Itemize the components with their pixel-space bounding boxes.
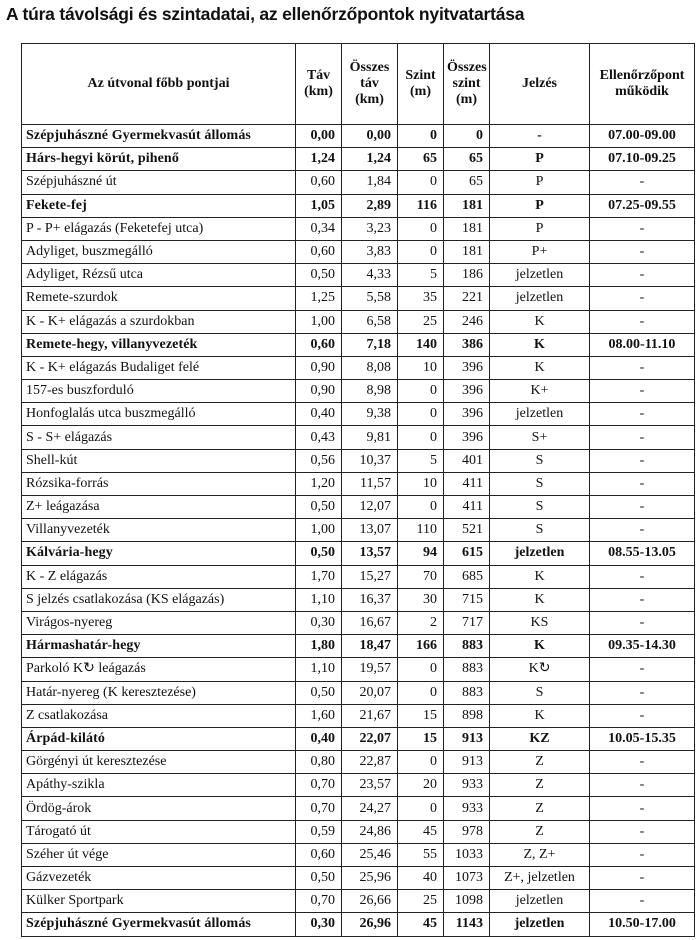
mark-cell: Z+, jelzetlen xyxy=(490,867,590,890)
elev-cell: 30 xyxy=(398,588,444,611)
checkpoint-cell: - xyxy=(590,472,695,495)
mark-cell: K↻ xyxy=(490,658,590,681)
dist-cell: 0,40 xyxy=(296,403,342,426)
checkpoint-cell: - xyxy=(590,264,695,287)
dist-cell: 1,05 xyxy=(296,194,342,217)
dist-cell: 0,70 xyxy=(296,774,342,797)
point-cell: Határ-nyereg (K keresztezése) xyxy=(22,681,296,704)
elev-cell: 55 xyxy=(398,843,444,866)
elev-cell: 10 xyxy=(398,472,444,495)
total-dist-cell: 26,66 xyxy=(342,890,398,913)
total-dist-cell: 20,07 xyxy=(342,681,398,704)
header-checkpoint: Ellenőrzőpont működik xyxy=(590,44,695,125)
dist-cell: 0,59 xyxy=(296,820,342,843)
table-row xyxy=(22,240,695,263)
table-row xyxy=(22,611,695,634)
dist-cell: 0,40 xyxy=(296,727,342,750)
total-elev-cell: 933 xyxy=(444,774,490,797)
total-elev-cell: 978 xyxy=(444,820,490,843)
mark-cell: K xyxy=(490,356,590,379)
total-dist-cell: 15,27 xyxy=(342,565,398,588)
checkpoint-cell: - xyxy=(590,867,695,890)
point-cell: Ördög-árok xyxy=(22,797,296,820)
total-dist-cell: 3,23 xyxy=(342,217,398,240)
table-row xyxy=(22,287,695,310)
table-row xyxy=(22,588,695,611)
total-elev-cell: 0 xyxy=(444,125,490,148)
total-elev-cell: 396 xyxy=(444,426,490,449)
mark-cell: S xyxy=(490,472,590,495)
dist-cell: 0,00 xyxy=(296,125,342,148)
checkpoint-cell: - xyxy=(590,240,695,263)
elev-cell: 0 xyxy=(398,125,444,148)
dist-cell: 0,30 xyxy=(296,913,342,936)
dist-cell: 0,60 xyxy=(296,333,342,356)
mark-cell: Z xyxy=(490,820,590,843)
total-elev-cell: 913 xyxy=(444,751,490,774)
dist-cell: 1,25 xyxy=(296,287,342,310)
elev-cell: 116 xyxy=(398,194,444,217)
total-dist-cell: 23,57 xyxy=(342,774,398,797)
total-elev-cell: 883 xyxy=(444,681,490,704)
elev-cell: 0 xyxy=(398,380,444,403)
elev-cell: 45 xyxy=(398,913,444,936)
table-row xyxy=(22,472,695,495)
checkpoint-cell: 08.00-11.10 xyxy=(590,333,695,356)
mark-cell: S xyxy=(490,681,590,704)
table-row xyxy=(22,890,695,913)
header-mark: Jelzés xyxy=(490,44,590,125)
checkpoint-cell: - xyxy=(590,658,695,681)
table-row xyxy=(22,658,695,681)
page-title: A túra távolsági és szintadatai, az ellenőrzőpontok nyitvatartása xyxy=(6,4,525,24)
dist-cell: 0,56 xyxy=(296,449,342,472)
total-elev-cell: 898 xyxy=(444,704,490,727)
checkpoint-cell: - xyxy=(590,403,695,426)
point-cell: Rózsika-forrás xyxy=(22,472,296,495)
total-dist-cell: 11,57 xyxy=(342,472,398,495)
elev-cell: 35 xyxy=(398,287,444,310)
total-dist-cell: 8,08 xyxy=(342,356,398,379)
point-cell: K - Z elágazás xyxy=(22,565,296,588)
point-cell: Parkoló K↻ leágazás xyxy=(22,658,296,681)
total-dist-cell: 19,57 xyxy=(342,658,398,681)
point-cell: Adyliget, buszmegálló xyxy=(22,240,296,263)
point-cell: Virágos-nyereg xyxy=(22,611,296,634)
total-dist-cell: 25,96 xyxy=(342,867,398,890)
dist-cell: 0,43 xyxy=(296,426,342,449)
dist-cell: 0,34 xyxy=(296,217,342,240)
table-row xyxy=(22,403,695,426)
total-dist-cell: 9,38 xyxy=(342,403,398,426)
total-dist-cell: 13,57 xyxy=(342,542,398,565)
elev-cell: 15 xyxy=(398,727,444,750)
elev-cell: 140 xyxy=(398,333,444,356)
table-row xyxy=(22,704,695,727)
table-row xyxy=(22,426,695,449)
elev-cell: 0 xyxy=(398,797,444,820)
mark-cell: jelzetlen xyxy=(490,287,590,310)
checkpoint-cell: 10.50-17.00 xyxy=(590,913,695,936)
dist-cell: 0,80 xyxy=(296,751,342,774)
point-cell: S - S+ elágazás xyxy=(22,426,296,449)
total-elev-cell: 401 xyxy=(444,449,490,472)
total-elev-cell: 181 xyxy=(444,194,490,217)
elev-cell: 65 xyxy=(398,148,444,171)
dist-cell: 1,24 xyxy=(296,148,342,171)
total-dist-cell: 16,37 xyxy=(342,588,398,611)
checkpoint-cell: - xyxy=(590,611,695,634)
elev-cell: 70 xyxy=(398,565,444,588)
total-elev-cell: 717 xyxy=(444,611,490,634)
point-cell: Hármashatár-hegy xyxy=(22,635,296,658)
dist-cell: 0,90 xyxy=(296,356,342,379)
checkpoint-cell: - xyxy=(590,588,695,611)
mark-cell: jelzetlen xyxy=(490,542,590,565)
table-row xyxy=(22,797,695,820)
mark-cell: K xyxy=(490,588,590,611)
dist-cell: 0,60 xyxy=(296,843,342,866)
table-row xyxy=(22,148,695,171)
total-dist-cell: 9,81 xyxy=(342,426,398,449)
total-dist-cell: 8,98 xyxy=(342,380,398,403)
total-elev-cell: 883 xyxy=(444,658,490,681)
dist-cell: 0,30 xyxy=(296,611,342,634)
elev-cell: 94 xyxy=(398,542,444,565)
point-cell: Adyliget, Rézsű utca xyxy=(22,264,296,287)
checkpoint-cell: - xyxy=(590,426,695,449)
point-cell: Apáthy-szikla xyxy=(22,774,296,797)
table-row xyxy=(22,681,695,704)
elev-cell: 0 xyxy=(398,171,444,194)
elev-cell: 25 xyxy=(398,310,444,333)
total-elev-cell: 913 xyxy=(444,727,490,750)
point-cell: K - K+ elágazás Budaliget felé xyxy=(22,356,296,379)
total-dist-cell: 1,24 xyxy=(342,148,398,171)
total-elev-cell: 1073 xyxy=(444,867,490,890)
point-cell: Z csatlakozása xyxy=(22,704,296,727)
point-cell: Honfoglalás utca buszmegálló xyxy=(22,403,296,426)
total-dist-cell: 22,07 xyxy=(342,727,398,750)
point-cell: Árpád-kilátó xyxy=(22,727,296,750)
elev-cell: 20 xyxy=(398,774,444,797)
mark-cell: P+ xyxy=(490,240,590,263)
mark-cell: S xyxy=(490,449,590,472)
table-row xyxy=(22,496,695,519)
elev-cell: 166 xyxy=(398,635,444,658)
dist-cell: 0,60 xyxy=(296,171,342,194)
point-cell: Tárogató út xyxy=(22,820,296,843)
total-dist-cell: 22,87 xyxy=(342,751,398,774)
point-cell: Széher út vége xyxy=(22,843,296,866)
dist-cell: 0,70 xyxy=(296,890,342,913)
total-elev-cell: 221 xyxy=(444,287,490,310)
mark-cell: P xyxy=(490,194,590,217)
table-row xyxy=(22,194,695,217)
point-cell: 157-es buszforduló xyxy=(22,380,296,403)
total-elev-cell: 386 xyxy=(444,333,490,356)
elev-cell: 10 xyxy=(398,356,444,379)
checkpoint-cell: - xyxy=(590,171,695,194)
point-cell: Gázvezeték xyxy=(22,867,296,890)
mark-cell: S xyxy=(490,519,590,542)
elev-cell: 0 xyxy=(398,240,444,263)
table-row xyxy=(22,913,695,936)
total-dist-cell: 10,37 xyxy=(342,449,398,472)
table-row xyxy=(22,264,695,287)
mark-cell: K xyxy=(490,635,590,658)
total-elev-cell: 181 xyxy=(444,240,490,263)
total-elev-cell: 933 xyxy=(444,797,490,820)
mark-cell: K xyxy=(490,310,590,333)
total-dist-cell: 24,86 xyxy=(342,820,398,843)
point-cell: Villanyvezeték xyxy=(22,519,296,542)
table-row xyxy=(22,542,695,565)
dist-cell: 1,80 xyxy=(296,635,342,658)
point-cell: Fekete-fej xyxy=(22,194,296,217)
elev-cell: 0 xyxy=(398,426,444,449)
total-elev-cell: 65 xyxy=(444,148,490,171)
checkpoint-cell: 10.05-15.35 xyxy=(590,727,695,750)
checkpoint-cell: - xyxy=(590,774,695,797)
checkpoint-cell: - xyxy=(590,681,695,704)
total-dist-cell: 5,58 xyxy=(342,287,398,310)
mark-cell: Z xyxy=(490,797,590,820)
header-row xyxy=(22,44,695,125)
checkpoint-cell: 09.35-14.30 xyxy=(590,635,695,658)
point-cell: Külker Sportpark xyxy=(22,890,296,913)
table-row xyxy=(22,171,695,194)
total-dist-cell: 1,84 xyxy=(342,171,398,194)
point-cell: Remete-szurdok xyxy=(22,287,296,310)
dist-cell: 0,70 xyxy=(296,797,342,820)
checkpoint-cell: 07.00-09.00 xyxy=(590,125,695,148)
checkpoint-cell: - xyxy=(590,380,695,403)
dist-cell: 1,60 xyxy=(296,704,342,727)
elev-cell: 0 xyxy=(398,403,444,426)
total-dist-cell: 24,27 xyxy=(342,797,398,820)
mark-cell: Z xyxy=(490,774,590,797)
elev-cell: 15 xyxy=(398,704,444,727)
total-elev-cell: 521 xyxy=(444,519,490,542)
dist-cell: 0,90 xyxy=(296,380,342,403)
mark-cell: P xyxy=(490,217,590,240)
mark-cell: jelzetlen xyxy=(490,890,590,913)
dist-cell: 0,50 xyxy=(296,542,342,565)
mark-cell: KZ xyxy=(490,727,590,750)
header-point: Az útvonal főbb pontjai xyxy=(22,44,296,125)
elev-cell: 5 xyxy=(398,449,444,472)
checkpoint-cell: - xyxy=(590,890,695,913)
checkpoint-cell: - xyxy=(590,704,695,727)
table-row xyxy=(22,519,695,542)
elev-cell: 0 xyxy=(398,658,444,681)
point-cell: Szépjuhászné Gyermekvasút állomás xyxy=(22,913,296,936)
total-elev-cell: 186 xyxy=(444,264,490,287)
point-cell: Shell-kút xyxy=(22,449,296,472)
elev-cell: 0 xyxy=(398,217,444,240)
checkpoint-cell: - xyxy=(590,797,695,820)
point-cell: P - P+ elágazás (Feketefej utca) xyxy=(22,217,296,240)
total-elev-cell: 181 xyxy=(444,217,490,240)
total-dist-cell: 6,58 xyxy=(342,310,398,333)
mark-cell: jelzetlen xyxy=(490,913,590,936)
point-cell: Görgényi út keresztezése xyxy=(22,751,296,774)
checkpoint-cell: - xyxy=(590,287,695,310)
table-row xyxy=(22,774,695,797)
elev-cell: 45 xyxy=(398,820,444,843)
total-elev-cell: 685 xyxy=(444,565,490,588)
point-cell: S jelzés csatlakozása (KS elágazás) xyxy=(22,588,296,611)
mark-cell: KS xyxy=(490,611,590,634)
mark-cell: P xyxy=(490,171,590,194)
total-elev-cell: 715 xyxy=(444,588,490,611)
dist-cell: 1,20 xyxy=(296,472,342,495)
checkpoint-cell: - xyxy=(590,496,695,519)
mark-cell: K xyxy=(490,565,590,588)
total-dist-cell: 16,67 xyxy=(342,611,398,634)
checkpoint-cell: - xyxy=(590,449,695,472)
mark-cell: Z xyxy=(490,751,590,774)
table-row xyxy=(22,217,695,240)
point-cell: Z+ leágazása xyxy=(22,496,296,519)
dist-cell: 1,10 xyxy=(296,658,342,681)
total-dist-cell: 7,18 xyxy=(342,333,398,356)
mark-cell: K xyxy=(490,333,590,356)
mark-cell: S xyxy=(490,496,590,519)
elev-cell: 110 xyxy=(398,519,444,542)
total-elev-cell: 246 xyxy=(444,310,490,333)
total-elev-cell: 396 xyxy=(444,356,490,379)
point-cell: K - K+ elágazás a szurdokban xyxy=(22,310,296,333)
checkpoint-cell: - xyxy=(590,356,695,379)
total-elev-cell: 615 xyxy=(444,542,490,565)
point-cell: Remete-hegy, villanyvezeték xyxy=(22,333,296,356)
elev-cell: 0 xyxy=(398,751,444,774)
mark-cell: jelzetlen xyxy=(490,264,590,287)
dist-cell: 1,00 xyxy=(296,310,342,333)
total-dist-cell: 26,96 xyxy=(342,913,398,936)
table-row xyxy=(22,356,695,379)
header-elev: Szint (m) xyxy=(398,44,444,125)
table-row xyxy=(22,125,695,148)
elev-cell: 25 xyxy=(398,890,444,913)
dist-cell: 1,10 xyxy=(296,588,342,611)
checkpoint-cell: 08.55-13.05 xyxy=(590,542,695,565)
mark-cell: Z, Z+ xyxy=(490,843,590,866)
dist-cell: 0,50 xyxy=(296,264,342,287)
total-dist-cell: 13,07 xyxy=(342,519,398,542)
route-table xyxy=(21,43,695,937)
total-dist-cell: 4,33 xyxy=(342,264,398,287)
total-elev-cell: 411 xyxy=(444,472,490,495)
total-dist-cell: 2,89 xyxy=(342,194,398,217)
dist-cell: 1,00 xyxy=(296,519,342,542)
dist-cell: 1,70 xyxy=(296,565,342,588)
checkpoint-cell: - xyxy=(590,217,695,240)
table-row xyxy=(22,449,695,472)
total-elev-cell: 396 xyxy=(444,403,490,426)
dist-cell: 0,50 xyxy=(296,496,342,519)
table-row xyxy=(22,333,695,356)
mark-cell: P xyxy=(490,148,590,171)
checkpoint-cell: - xyxy=(590,519,695,542)
point-cell: Szépjuhászné Gyermekvasút állomás xyxy=(22,125,296,148)
checkpoint-cell: 07.10-09.25 xyxy=(590,148,695,171)
total-dist-cell: 12,07 xyxy=(342,496,398,519)
elev-cell: 0 xyxy=(398,496,444,519)
total-dist-cell: 3,83 xyxy=(342,240,398,263)
checkpoint-cell: 07.25-09.55 xyxy=(590,194,695,217)
checkpoint-cell: - xyxy=(590,310,695,333)
table-row xyxy=(22,380,695,403)
elev-cell: 40 xyxy=(398,867,444,890)
dist-cell: 0,50 xyxy=(296,867,342,890)
checkpoint-cell: - xyxy=(590,820,695,843)
total-elev-cell: 1033 xyxy=(444,843,490,866)
mark-cell: K xyxy=(490,704,590,727)
checkpoint-cell: - xyxy=(590,751,695,774)
mark-cell: S+ xyxy=(490,426,590,449)
total-elev-cell: 1143 xyxy=(444,913,490,936)
table-row xyxy=(22,310,695,333)
header-dist: Táv (km) xyxy=(296,44,342,125)
table-body xyxy=(22,125,695,937)
dist-cell: 0,60 xyxy=(296,240,342,263)
total-dist-cell: 25,46 xyxy=(342,843,398,866)
point-cell: Hárs-hegyi körút, pihenő xyxy=(22,148,296,171)
total-dist-cell: 0,00 xyxy=(342,125,398,148)
total-elev-cell: 396 xyxy=(444,380,490,403)
checkpoint-cell: - xyxy=(590,843,695,866)
table-row xyxy=(22,843,695,866)
total-dist-cell: 21,67 xyxy=(342,704,398,727)
checkpoint-cell: - xyxy=(590,565,695,588)
table-row xyxy=(22,727,695,750)
total-dist-cell: 18,47 xyxy=(342,635,398,658)
total-elev-cell: 1098 xyxy=(444,890,490,913)
point-cell: Szépjuhászné út xyxy=(22,171,296,194)
table-row xyxy=(22,751,695,774)
table-row xyxy=(22,820,695,843)
elev-cell: 2 xyxy=(398,611,444,634)
total-elev-cell: 65 xyxy=(444,171,490,194)
mark-cell: jelzetlen xyxy=(490,403,590,426)
mark-cell: K+ xyxy=(490,380,590,403)
total-elev-cell: 883 xyxy=(444,635,490,658)
mark-cell: - xyxy=(490,125,590,148)
point-cell: Kálvária-hegy xyxy=(22,542,296,565)
table-row xyxy=(22,867,695,890)
dist-cell: 0,50 xyxy=(296,681,342,704)
total-elev-cell: 411 xyxy=(444,496,490,519)
elev-cell: 5 xyxy=(398,264,444,287)
header-total-elev: Összes szint (m) xyxy=(444,44,490,125)
table-row xyxy=(22,635,695,658)
header-total-dist: Összes táv (km) xyxy=(342,44,398,125)
elev-cell: 0 xyxy=(398,681,444,704)
table-row xyxy=(22,565,695,588)
